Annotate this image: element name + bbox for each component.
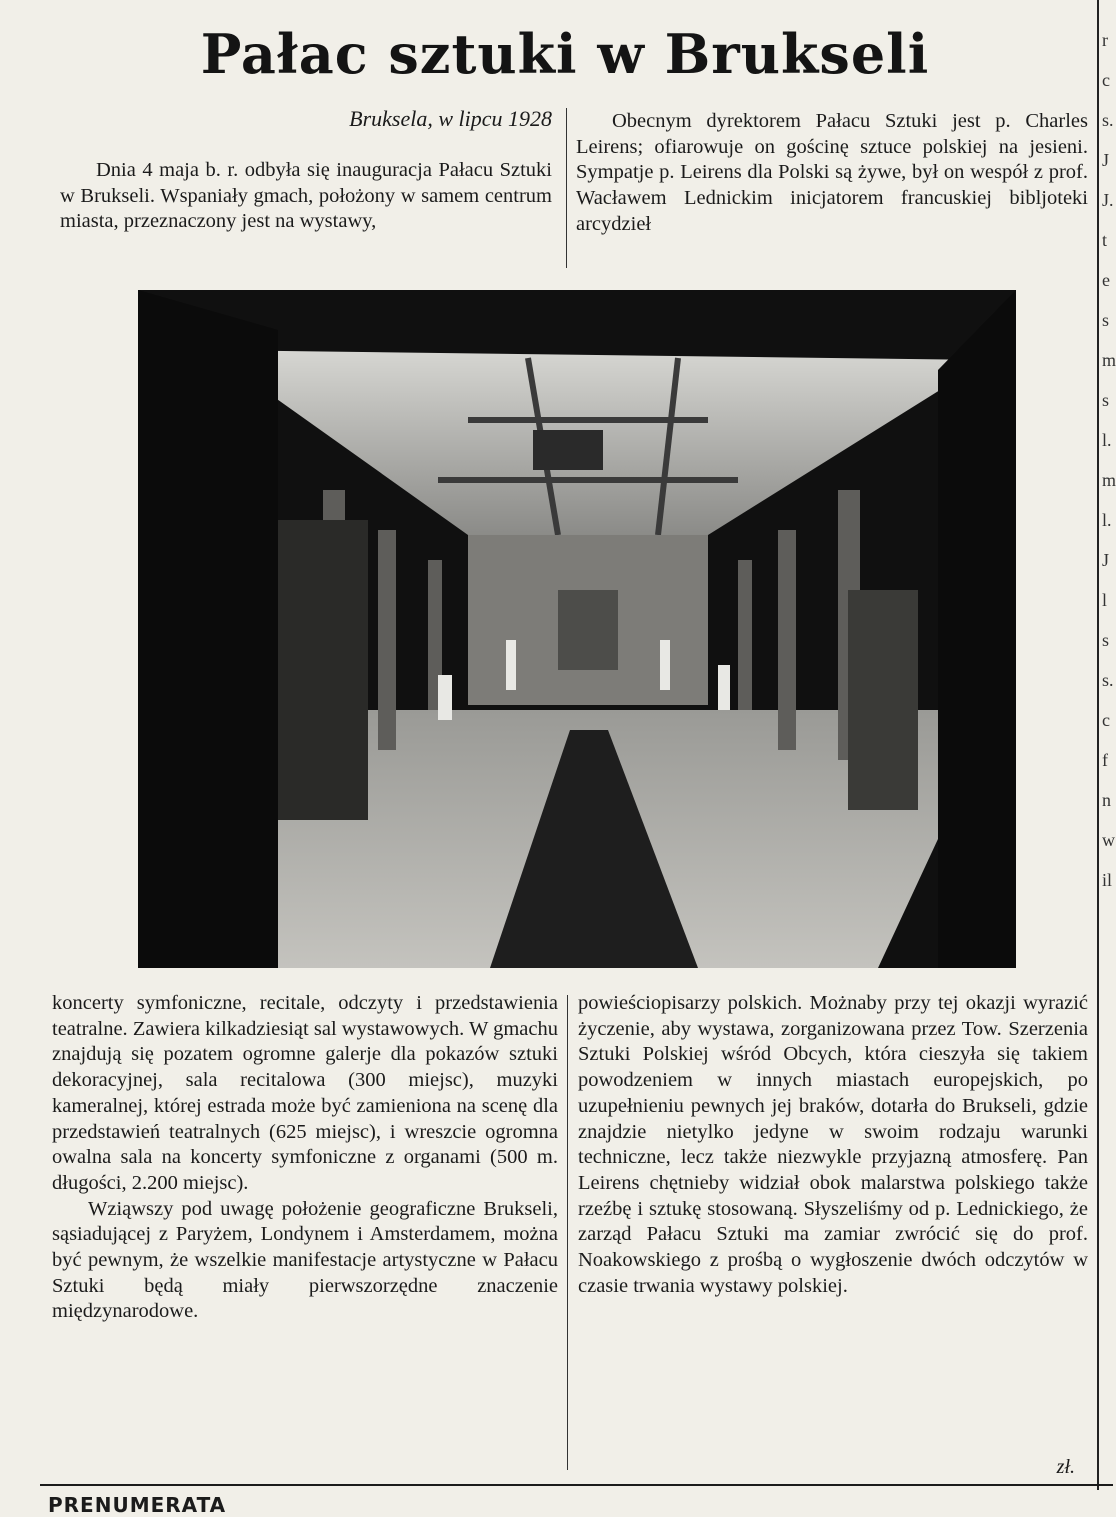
adjacent-column-fragment: rcs.JJ.tesmsl.ml.Jlss.cfnwil: [1102, 30, 1116, 890]
bottom-right-column: [578, 991, 1088, 1299]
gallery-hall-image: [138, 290, 1016, 968]
top-left-paragraph: Dnia 4 maja b. r. odbyła się inauguracja Pałacu Sztuki w Brukseli. Wspaniały gmach, położony w samem centrum miasta, przeznaczony jest na wystawy,: [60, 159, 552, 233]
bottom-left-paragraph-2: Wziąwszy pod uwagę położenie geograficzne Brukseli, sąsiadującej z Paryżem, Londynem i Amsterdamem, można być pewnym, że wszelkie manifestacje artystyczne w Pałacu Sztuki będą miały pierwszorzędne znaczenie międzynarodowe.: [52, 1197, 558, 1323]
bottom-right-paragraph: powieściopisarzy polskich. Możnaby przy tej okazji wyrazić życzenie, aby wystawa, zorganizowana przez Tow. Szerzenia Sztuki Polskiej wśród Obcych, która cieszyła się takiem powodzeniem w innych miastach europejskich, po uzupełnieniu pewnych jej braków, dotarła do Brukseli, gdzie znajdzie nietylko jedyne w swoim rodzaju warunki techniczne, lecz także niezwykle przyjazną atmosferę. Pan Leirens chętnieby widział obok malarstwa polskiego także rzeźbę i sztukę stosowaną. Słyszeliśmy od p. Lednickiego, że zarząd Pałacu Sztuki ma zamiar zwrócić się do prof. Noakowskiego z prośbą o wygłoszenie dwóch odczytów w czasie trwania wystawy polskiej.: [578, 992, 1088, 1297]
author-signature: zł.: [1056, 1456, 1075, 1478]
footer-rule: [40, 1484, 1113, 1486]
right-page-rule: [1097, 0, 1099, 1490]
top-right-column: [576, 109, 1088, 238]
top-left-column: [60, 158, 552, 235]
bottom-left-paragraph-1: koncerty symfoniczne, recitale, odczyty i przedstawienia teatralne. Zawiera kilkadziesiąt sal wystawowych. W gmachu znajdują się pozatem ogromne galerje dla pokazów sztuki dekoracyjnej, sala recitalowa (300 miejsc), muzyki kameralnej, której estrada może być zamieniona na scenę dla przedstawień teatralnych (625 miejsc), i wreszcie ogromna owalna sala na koncerty symfoniczne z organami (500 m. długości, 2.200 miejsc).: [52, 992, 558, 1194]
article-title: Pałac sztuki w Brukseli: [200, 22, 930, 86]
top-right-paragraph: Obecnym dyrektorem Pałacu Sztuki jest p. Charles Leirens; ofiarowuje on gościnę sztuce polskiej na jesieni. Sympatje p. Leirens dla Polski są żywe, był on wespół z prof. Wacławem Lednickim inicjatorem francuskiej bibljoteki arcydzieł: [576, 110, 1088, 235]
subscription-footer: PRENUMERATA: [48, 1493, 227, 1517]
bottom-left-column: [52, 991, 558, 1325]
column-divider-top: [566, 108, 567, 268]
column-divider-bottom: [567, 995, 568, 1470]
dateline: Bruksela, w lipcu 1928: [349, 106, 552, 131]
gallery-photograph: [138, 290, 1016, 968]
